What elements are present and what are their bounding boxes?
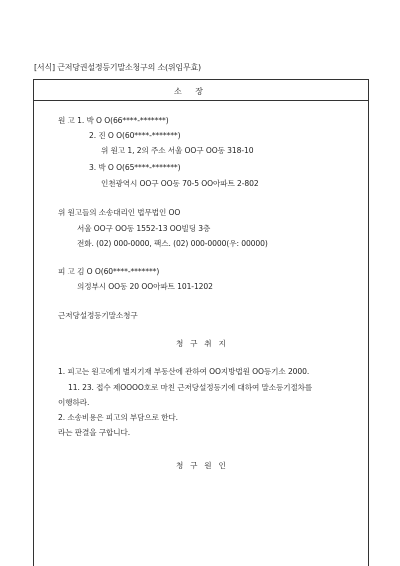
document-title: 소 장: [174, 87, 209, 96]
plaintiff-2: 2. 진 O O(60****-*******): [89, 131, 181, 140]
claim-heading: 청 구 취 지: [176, 339, 228, 348]
claim-line-1: 1. 피고는 원고에게 별지기재 부동산에 관하여 OO지방법원 OO등기소 2000.: [58, 367, 310, 376]
defendant-name: 피 고 김 O O(60****-*******): [58, 267, 160, 276]
claim-line-2: 11. 23. 접수 제OOOO호로 마친 근저당설정등기에 대하여 말소등기절차를: [68, 383, 313, 392]
plaintiff-1: 원 고 1. 박 O O(66****-*******): [58, 116, 169, 125]
cause-heading: 청 구 원 인: [176, 461, 228, 470]
claim-line-3: 이행하라.: [58, 398, 90, 407]
representative-contact: 전화. (02) 000-0000, 팩스. (02) 000-0000(우: 00000): [77, 239, 268, 248]
title-row: [34, 80, 368, 101]
plaintiff-2-address: 위 원고 1, 2의 주소 서울 OO구 OO동 318-10: [101, 146, 254, 155]
plaintiff-3: 3. 박 O O(65****-*******): [89, 163, 181, 172]
form-caption: [서식] 근저당권설정등기말소청구의 소(위임무효): [34, 63, 201, 72]
case-name: 근저당설정등기말소청구: [58, 311, 138, 320]
claim-line-5: 라는 판결을 구합니다.: [58, 428, 131, 437]
representative-name: 위 원고들의 소송대리인 법무법인 OO: [58, 208, 181, 217]
complaint-document: [33, 79, 369, 566]
plaintiff-3-address: 인천광역시 OO구 OO동 70-5 OO아파트 2-802: [101, 179, 259, 188]
representative-address: 서울 OO구 OO동 1552-13 OO빌딩 3층: [77, 224, 211, 233]
claim-line-4: 2. 소송비용은 피고의 부담으로 한다.: [58, 413, 178, 422]
defendant-address: 의정부시 OO동 20 OO아파트 101-1202: [77, 282, 213, 291]
